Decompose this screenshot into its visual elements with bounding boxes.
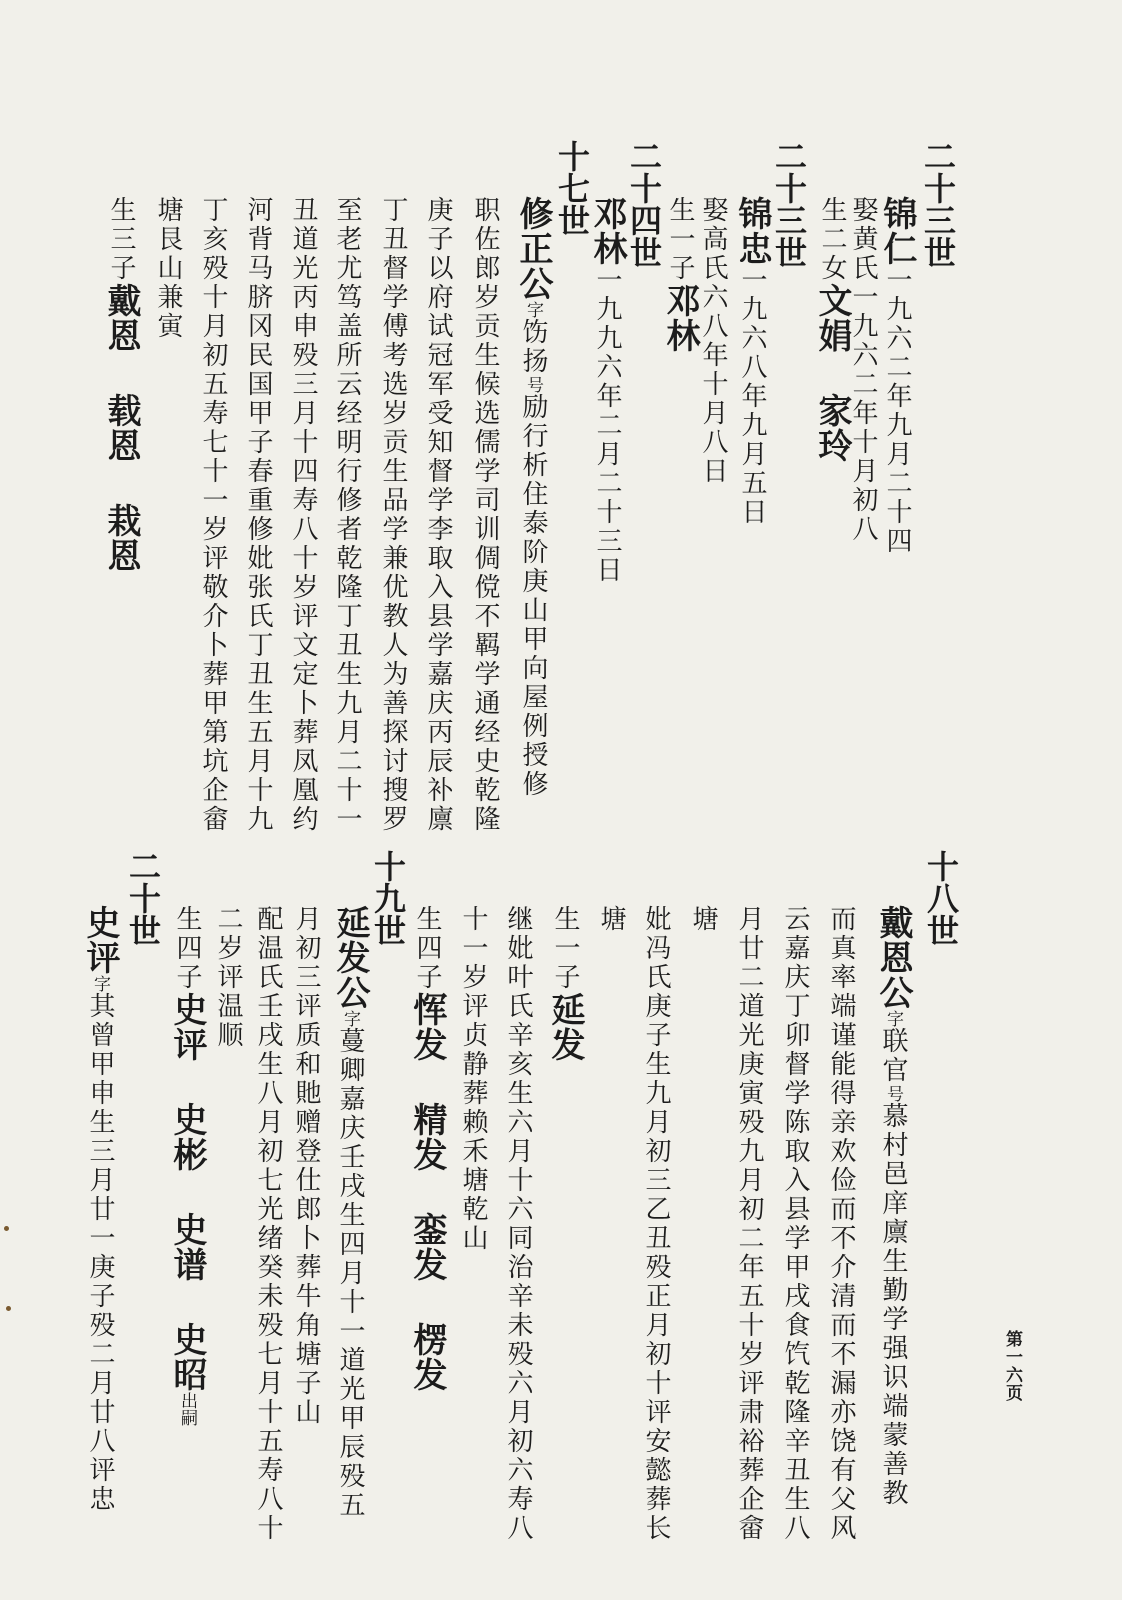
entry-line: 职佐郎岁贡生候选儒学司训倜傥不羁学通经史乾隆 xyxy=(470,196,500,834)
generation-heading: 二十四世 xyxy=(625,140,663,268)
entry-line: 妣冯氏庚子生九月初三乙丑殁正月初十评安懿葬长 xyxy=(641,905,671,1543)
page-number: 第一六页 xyxy=(1002,1330,1022,1402)
entry-line: 至老尤笃盖所云经明行修者乾隆丁丑生九月二十一 xyxy=(332,196,362,834)
entry-line: 丁亥殁十月初五寿七十一岁评敬介卜葬甲第坑企畲 xyxy=(198,196,228,834)
entry-line: 月廿二道光庚寅殁九月初二年五十岁评肃裕葬企畲 xyxy=(734,905,764,1543)
scan-speck xyxy=(6,1306,11,1311)
entry-line: 锦忠一九六八年九月五日 xyxy=(732,196,772,527)
entry-line: 锦仁一九六二年九月二十四 xyxy=(877,196,917,556)
entry-line: 戴恩公字联官号慕村邑庠廪生勤学强识端蒙善教 xyxy=(873,905,913,1508)
generation-heading: 二十三世 xyxy=(770,140,808,268)
entry-line: 延发公字蔓卿嘉庆壬戌生四月十一道光甲辰殁五 xyxy=(330,905,370,1520)
generation-heading: 二十三世 xyxy=(919,140,957,268)
entry-line: 庚子以府试冠军受知督学李取入县学嘉庆丙辰补廪 xyxy=(423,196,453,834)
entry-line: 云嘉庆丁卯督学陈取入县学甲戌食饩乾隆辛丑生八 xyxy=(780,905,810,1543)
generation-heading: 十七世 xyxy=(553,140,591,236)
entry-line: 生一子邓林 xyxy=(660,196,700,353)
entry-line: 邓林一九九六年二月二十三日 xyxy=(587,196,627,585)
entry-line: 河背马脐冈民国甲子春重修妣张氏丁丑生五月十九 xyxy=(243,196,273,834)
entry-line: 配温氏壬戌生八月初七光绪癸未殁七月十五寿八十 xyxy=(253,905,283,1543)
entry-line: 十一岁评贞静葬赖禾塘乾山 xyxy=(458,905,488,1253)
entry-line: 生一子延发 xyxy=(545,905,585,1062)
entry-line: 生四子恽发精发銮发楞发 xyxy=(407,905,447,1392)
generation-heading: 十八世 xyxy=(922,850,960,946)
generation-heading: 二十世 xyxy=(124,850,162,946)
entry-line: 丑道光丙申殁三月十四寿八十岁评文定卜葬凤凰约 xyxy=(288,196,318,834)
entry-line: 娶黄氏一九六二年十月初八 xyxy=(848,196,878,544)
entry-line: 继妣叶氏辛亥生六月十六同治辛未殁六月初六寿八 xyxy=(503,905,533,1543)
entry-line: 修正公字饬扬号励行析住泰阶庚山甲向屋例授修 xyxy=(513,196,553,799)
entry-line: 史评字其曾甲申生三月廿一庚子殁二月廿八评忠 xyxy=(80,905,120,1514)
entry-line: 塘 xyxy=(596,905,626,934)
entry-line: 塘 xyxy=(688,905,718,934)
generation-heading: 十九世 xyxy=(369,850,407,946)
entry-line: 二岁评温顺 xyxy=(213,905,243,1050)
entry-line: 月初三评质和貤赠登仕郎卜葬牛角塘子山 xyxy=(291,905,321,1427)
entry-line: 丁丑督学傅考选岁贡生品学兼优教人为善探讨搜罗 xyxy=(378,196,408,834)
entry-line: 生二女文娟家玲 xyxy=(812,196,852,463)
entry-line: 而真率端谨能得亲欢俭而不介清而不漏亦饶有父风 xyxy=(826,905,856,1543)
entry-line: 塘艮山兼寅 xyxy=(153,196,183,341)
entry-line: 娶高氏六八年十月八日 xyxy=(698,196,728,486)
scan-speck xyxy=(4,1226,9,1231)
entry-line: 生四子史评史彬史谱史昭出嗣 xyxy=(167,905,207,1426)
entry-line: 生三子戴恩载恩栽恩 xyxy=(101,196,141,573)
